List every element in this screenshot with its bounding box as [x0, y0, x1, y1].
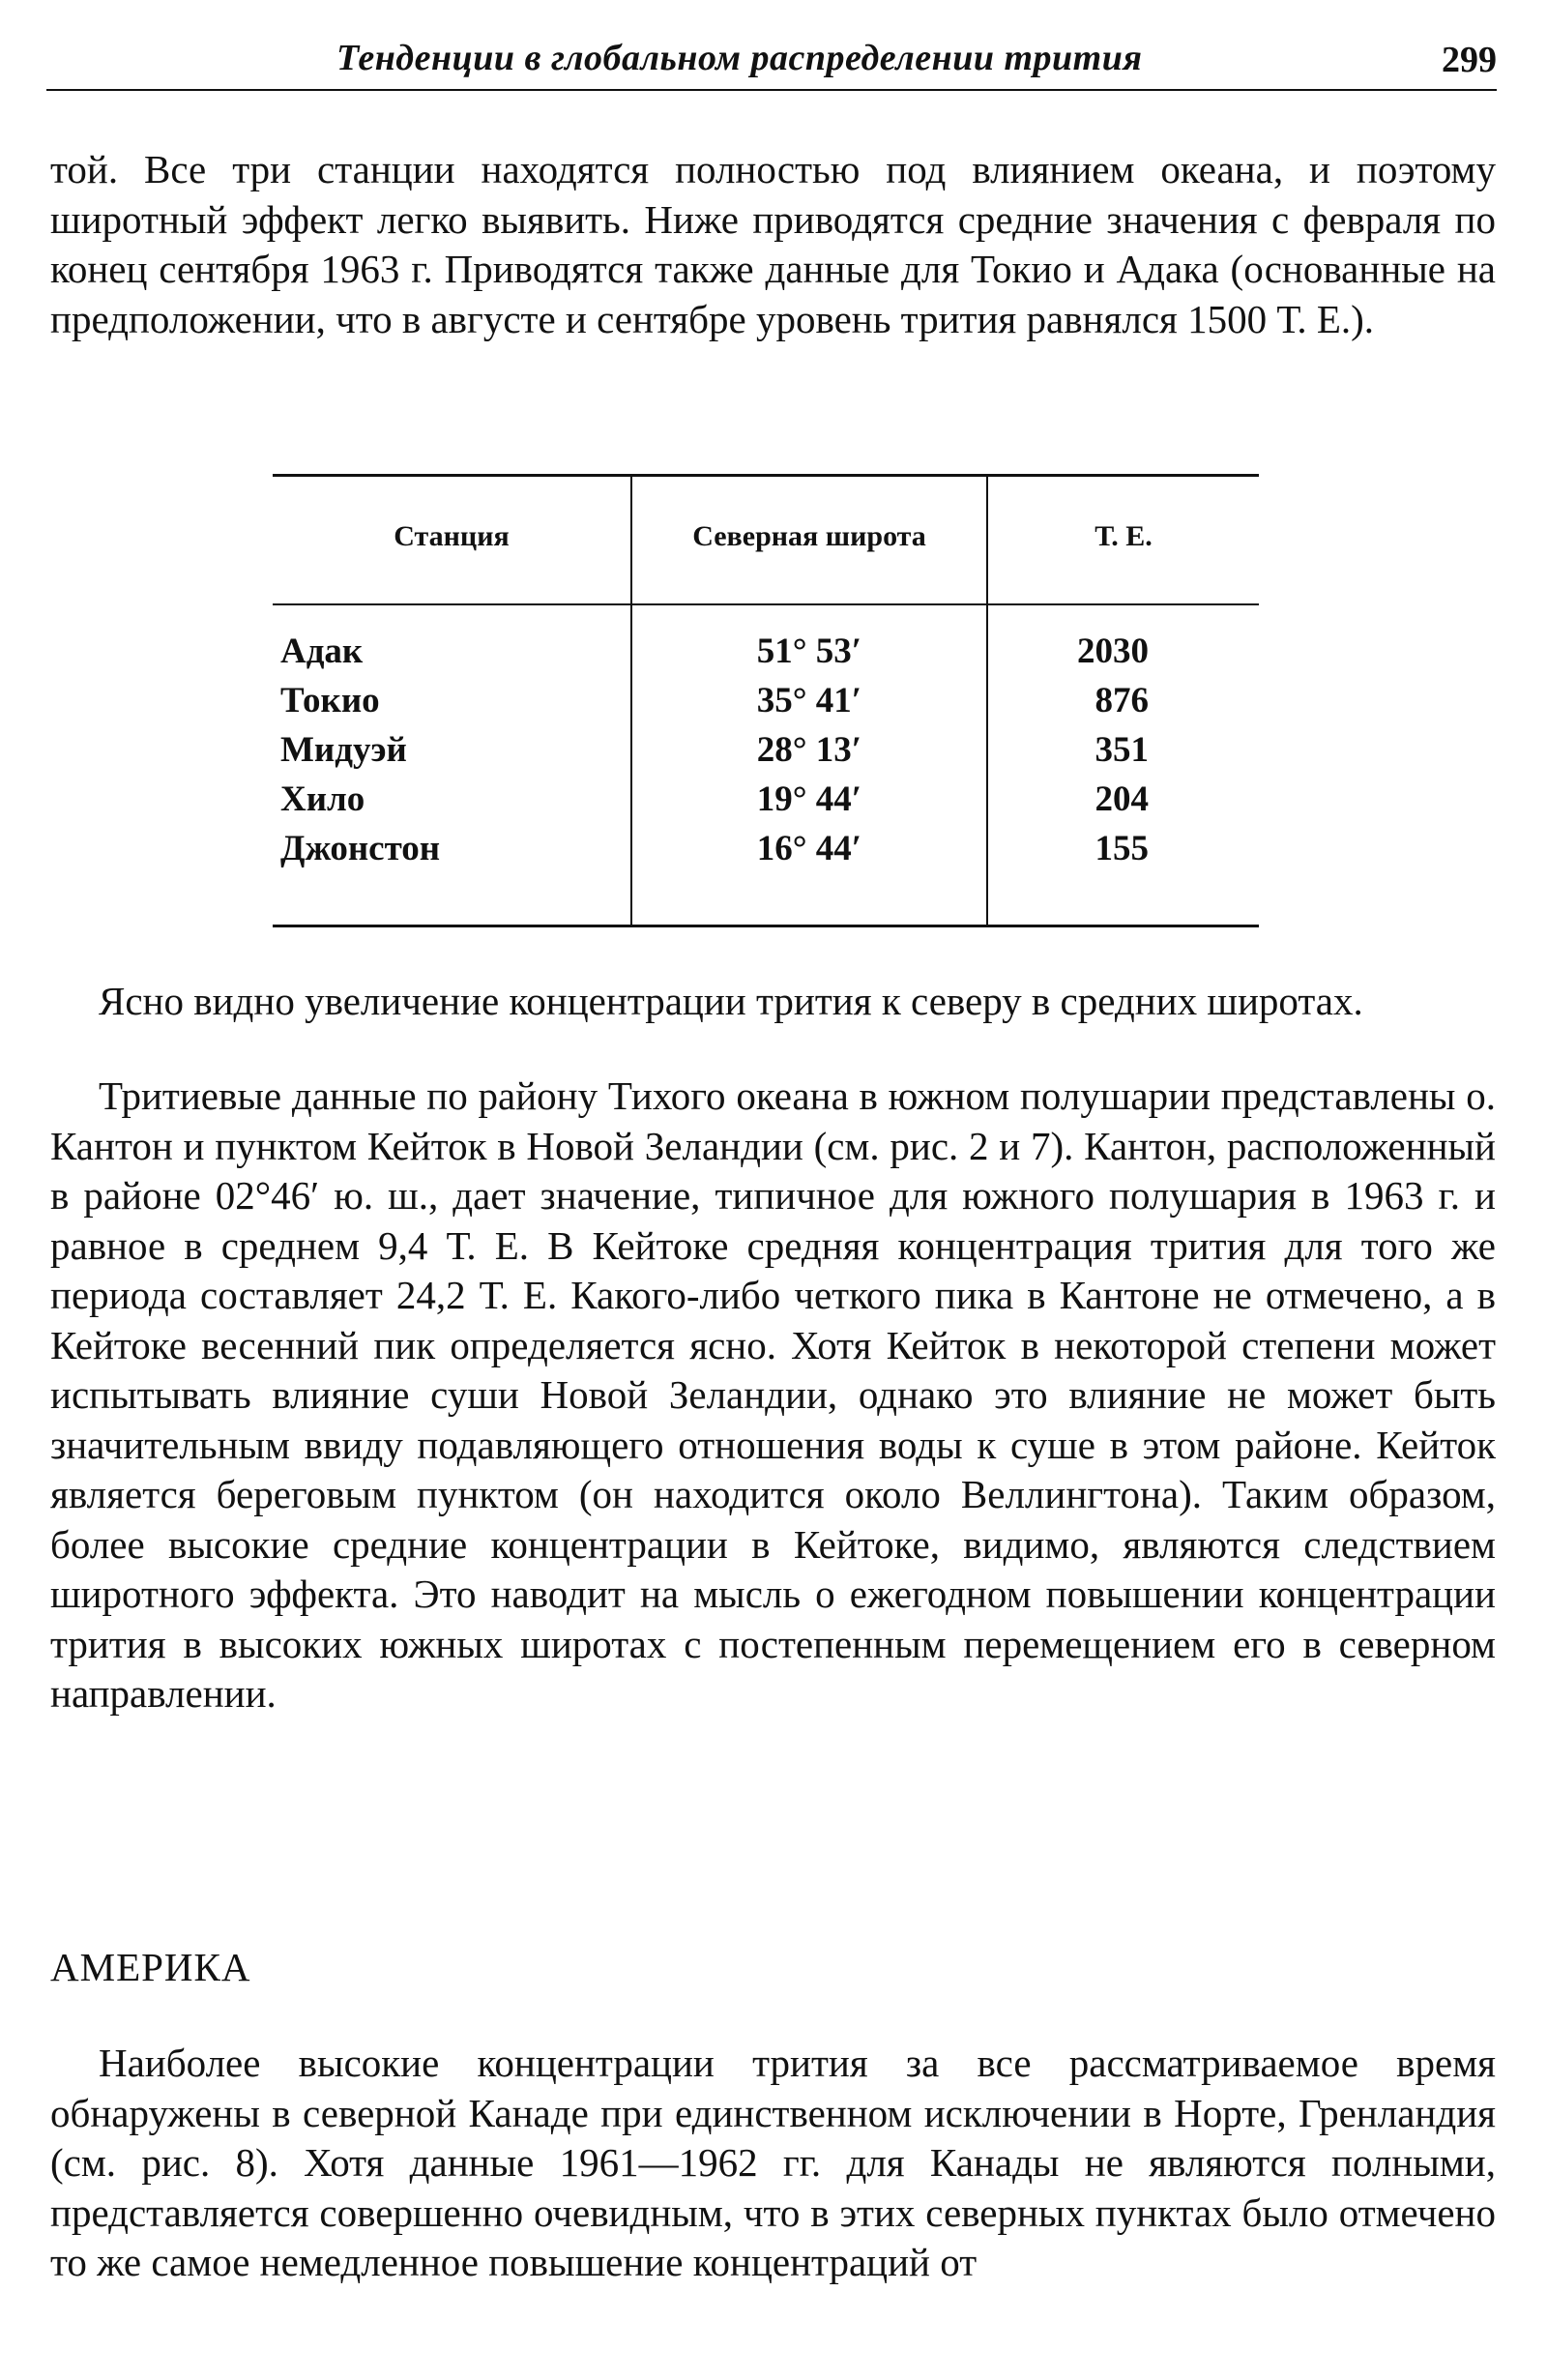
- running-head: [46, 29, 1497, 91]
- table-row: [273, 779, 1259, 828]
- station-name: Токио: [280, 681, 380, 720]
- table-row: [273, 631, 1259, 680]
- station-latitude: 16° 44′: [756, 829, 862, 868]
- paragraph-america: Наиболее высокие концентрации трития за все рассматриваемое время обнаружены в северной Канаде при единственном исключении в Норте, Гренландия (см. рис. 8). Хотя данные 1961—1962 гг. для Канады не являются полными, представляется совершенно очевидным, что в этих северных пунктах было отмечено то же самое немедленное повышение концентраций от: [50, 2041, 1496, 2284]
- station-latitude: 51° 53′: [756, 632, 862, 671]
- tritium-value: 155: [1095, 829, 1149, 868]
- table-body: [273, 631, 1259, 877]
- page-number: 299: [1442, 40, 1497, 80]
- running-title: Тенденции в глобальном распределении трития: [336, 38, 1143, 78]
- station-latitude: 35° 41′: [756, 681, 862, 720]
- paragraph-intro: той. Все три станции находятся полностью под влиянием океана, и поэтому широтный эффект легко выявить. Ниже приводятся средние значения с февраля по конец сентября 1963 г. Приводятся также данные для Токио и Адака (основанные на предположении, что в августе и сентябре уровень трития равнялся 1500 Т. Е.).: [50, 147, 1496, 341]
- tritium-value: 204: [1095, 779, 1149, 819]
- section-heading-america: АМЕРИКА: [50, 1945, 251, 1989]
- station-name: Мидуэй: [280, 730, 407, 770]
- table-row: [273, 828, 1259, 877]
- paragraph-latitude-observation: Ясно видно увеличение концентрации трития к северу в средних широтах.: [99, 979, 1363, 1023]
- station-latitude: 28° 13′: [756, 730, 862, 770]
- table-header-rule: [273, 603, 1259, 605]
- tritium-value: 2030: [1077, 632, 1149, 671]
- station-name: Адак: [280, 632, 364, 671]
- tritium-value: 351: [1095, 730, 1149, 770]
- station-latitude: 19° 44′: [756, 779, 862, 819]
- station-name: Джонстон: [280, 829, 441, 868]
- table-bottom-rule: [273, 925, 1259, 927]
- paragraph-southern-pacific: Тритиевые данные по району Тихого океана в южном полушарии представлены о. Кантон и пунктом Кейток в Новой Зеландии (см. рис. 2 и 7). Кантон, расположенный в районе 02°46′ ю. ш., дает значение, типичное для южного полушария в 1963 г. и равное в среднем 9,4 Т. Е. В Кейтоке средняя концентрация трития для того же периода составляет 24,2 Т. Е. Какого-либо четкого пика в Кантоне не отмечено, а в Кейтоке весенний пик определяется ясно. Хотя Кейток в некоторой степени может испытывать влияние суши Новой Зеландии, однако это влияние не может быть значительным ввиду подавляющего отношения воды к суше в этом районе. Кейток является береговым пунктом (он находится около Веллингтона). Таким образом, более высокие средние концентрации в Кейтоке, видимо, являются следствием широтного эффекта. Это наводит на мысль о ежегодном повышении концентрации трития в высоких южных широтах с постепенным перемещением его в северном направлении.: [50, 1073, 1496, 1716]
- table-header-latitude: Северная широта: [692, 520, 926, 552]
- table-header-value: Т. Е.: [1095, 520, 1153, 552]
- table-header-station: Станция: [394, 520, 510, 552]
- table-row: [273, 680, 1259, 729]
- tritium-table: [273, 474, 1259, 928]
- table-top-rule: [273, 474, 1259, 477]
- station-name: Хило: [280, 779, 365, 819]
- tritium-value: 876: [1095, 681, 1149, 720]
- table-row: [273, 729, 1259, 779]
